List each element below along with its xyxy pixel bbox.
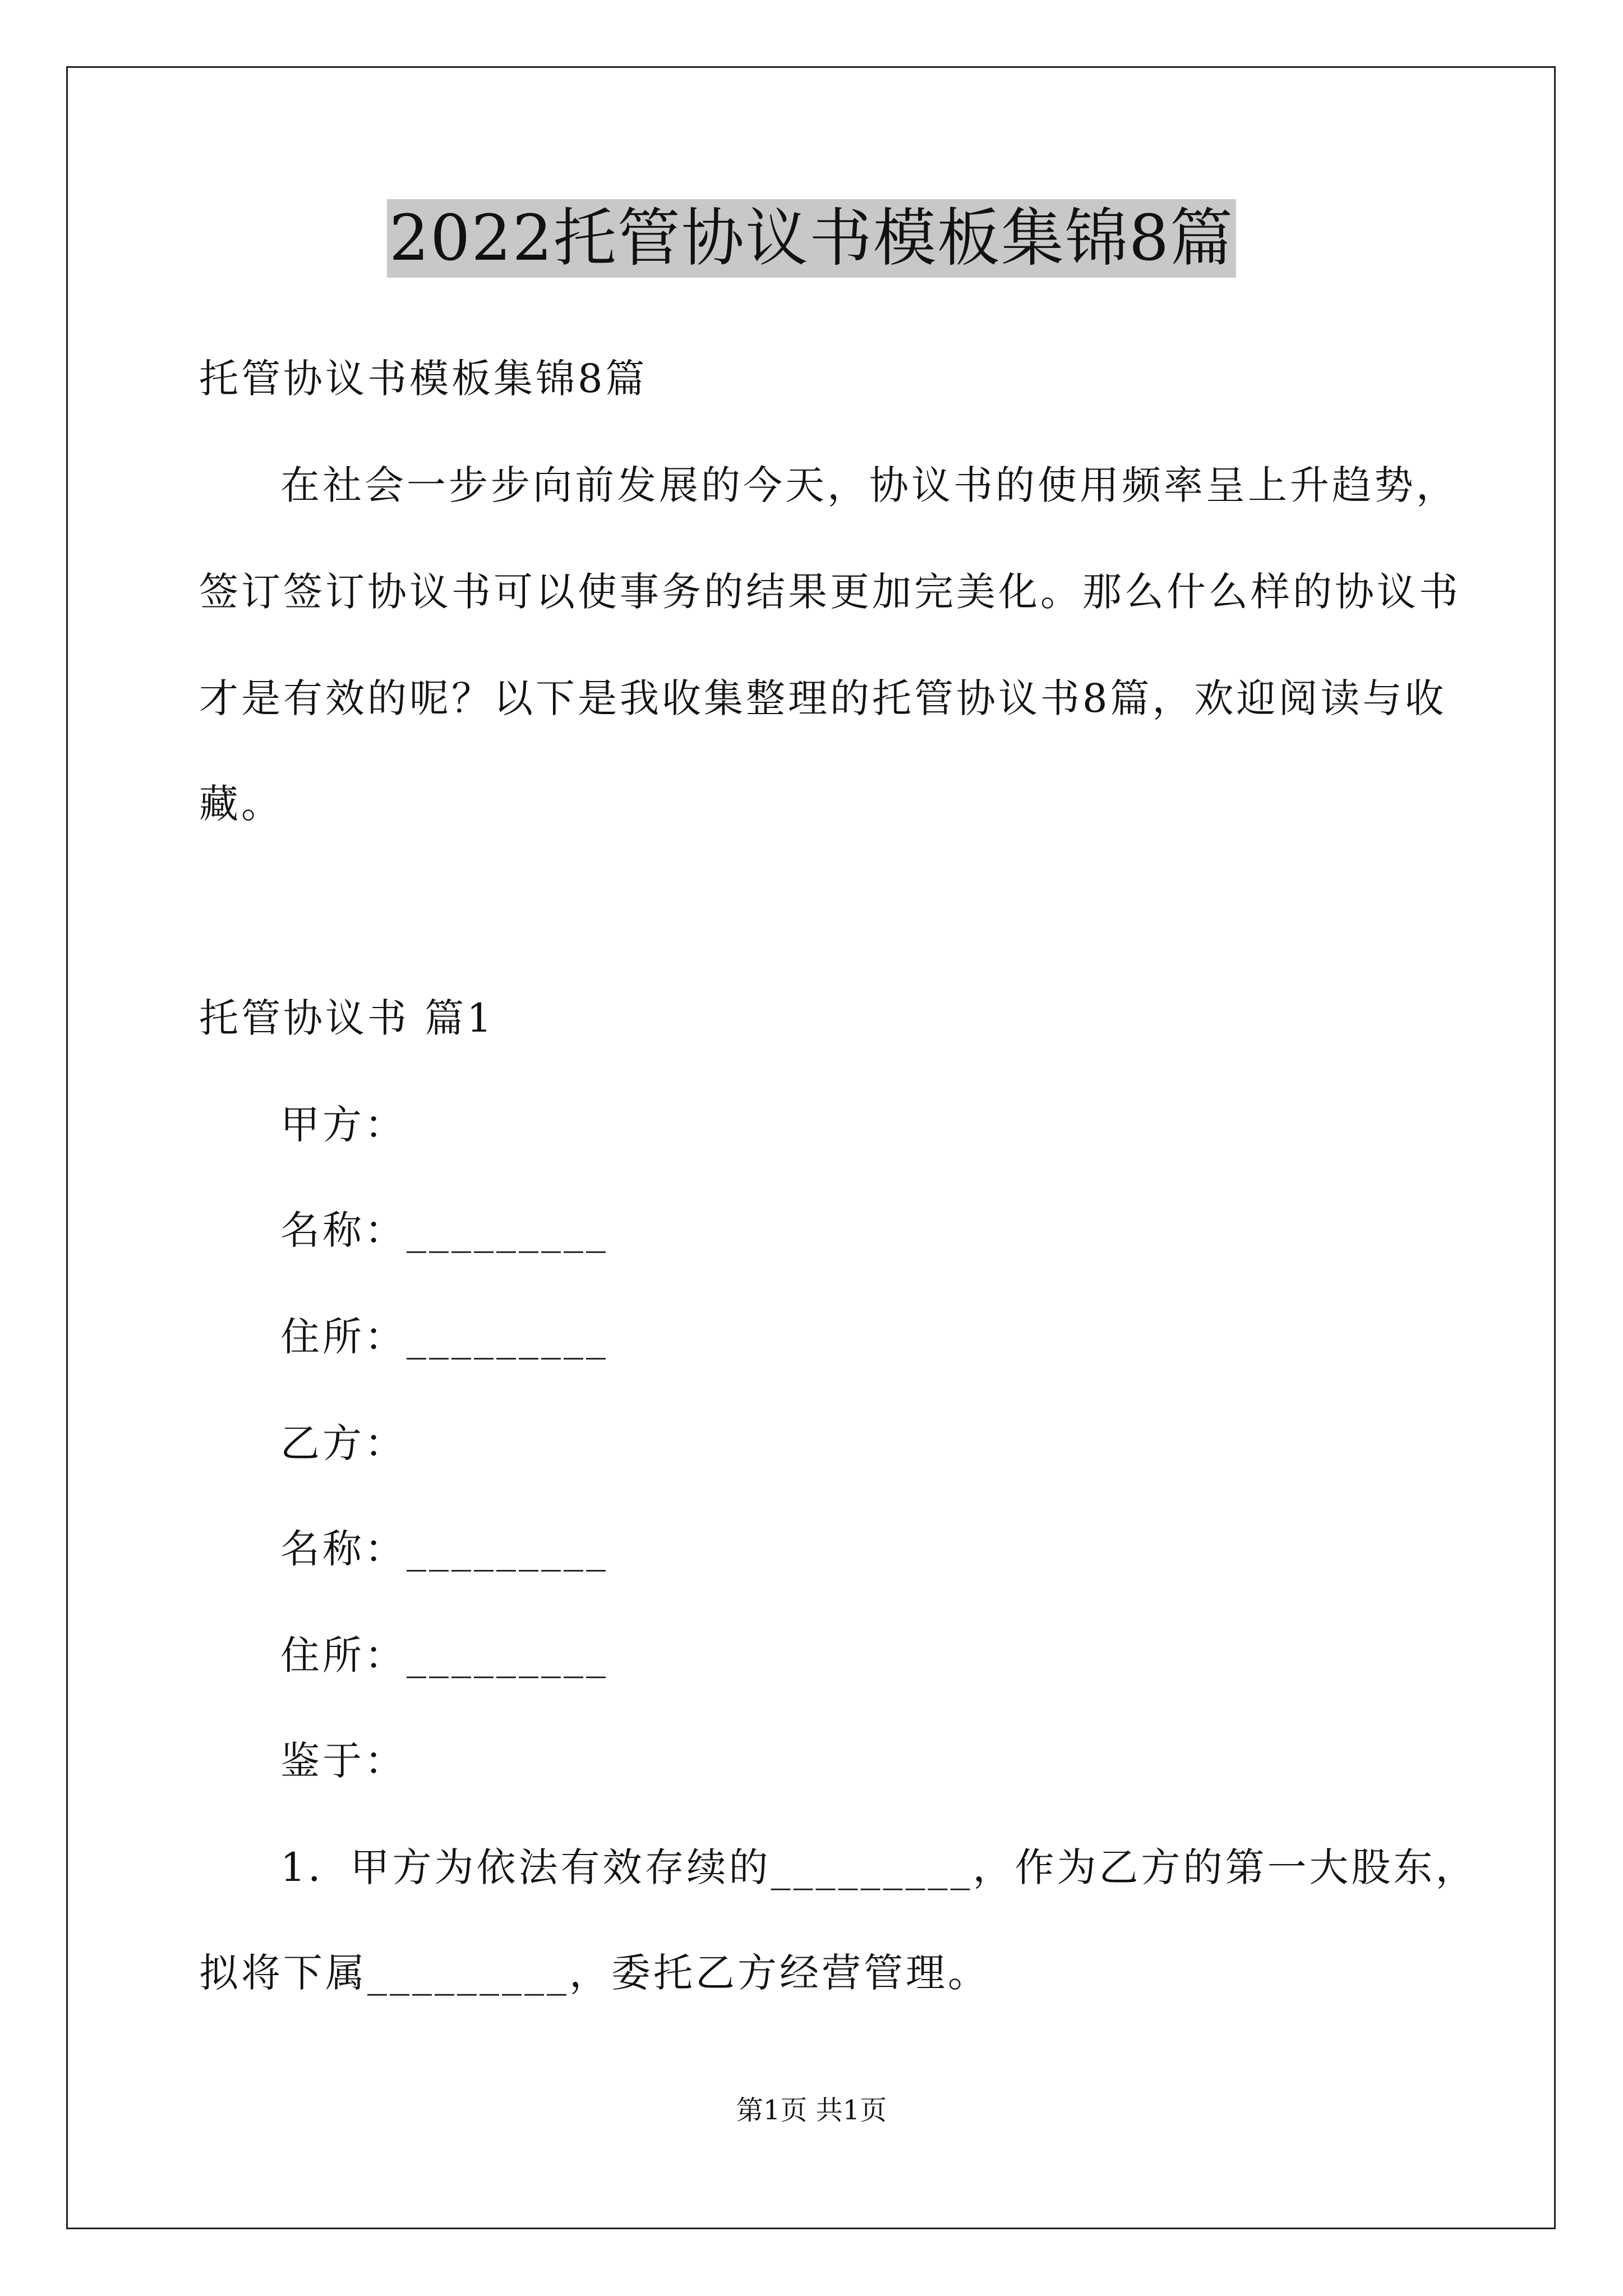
section-heading: 托管协议书 篇1 <box>199 995 495 1041</box>
party-b-label: 乙方： <box>280 1420 407 1466</box>
subtitle: 托管协议书模板集锦8篇 <box>199 356 648 402</box>
intro-line-3: 才是有效的呢？以下是我收集整理的托管协议书8篇，欢迎阅读与收 <box>199 675 1447 721</box>
party-a-name: 名称：_________ <box>280 1207 608 1253</box>
whereas-label: 鉴于： <box>280 1738 407 1784</box>
party-b-name: 名称：_________ <box>280 1526 608 1572</box>
title-container <box>0 199 1623 278</box>
party-b-address: 住所：_________ <box>280 1632 608 1678</box>
document-title: 2022托管协议书模板集锦8篇 <box>387 199 1236 278</box>
party-a-address: 住所：_________ <box>280 1314 608 1360</box>
intro-line-1: 在社会一步步向前发展的今天，协议书的使用频率呈上升趋势， <box>280 462 1458 508</box>
clause1-line-1: 1．甲方为依法有效存续的_________，作为乙方的第一大股东， <box>280 1844 1478 1890</box>
intro-line-2: 签订签订协议书可以使事务的结果更加完美化。那么什么样的协议书 <box>199 569 1461 615</box>
page-footer: 第1页 共1页 <box>736 2095 887 2126</box>
intro-line-4: 藏。 <box>199 781 283 827</box>
party-a-label: 甲方： <box>280 1102 407 1148</box>
clause1-line-2: 拟将下属_________，委托乙方经营管理。 <box>199 1950 990 1996</box>
